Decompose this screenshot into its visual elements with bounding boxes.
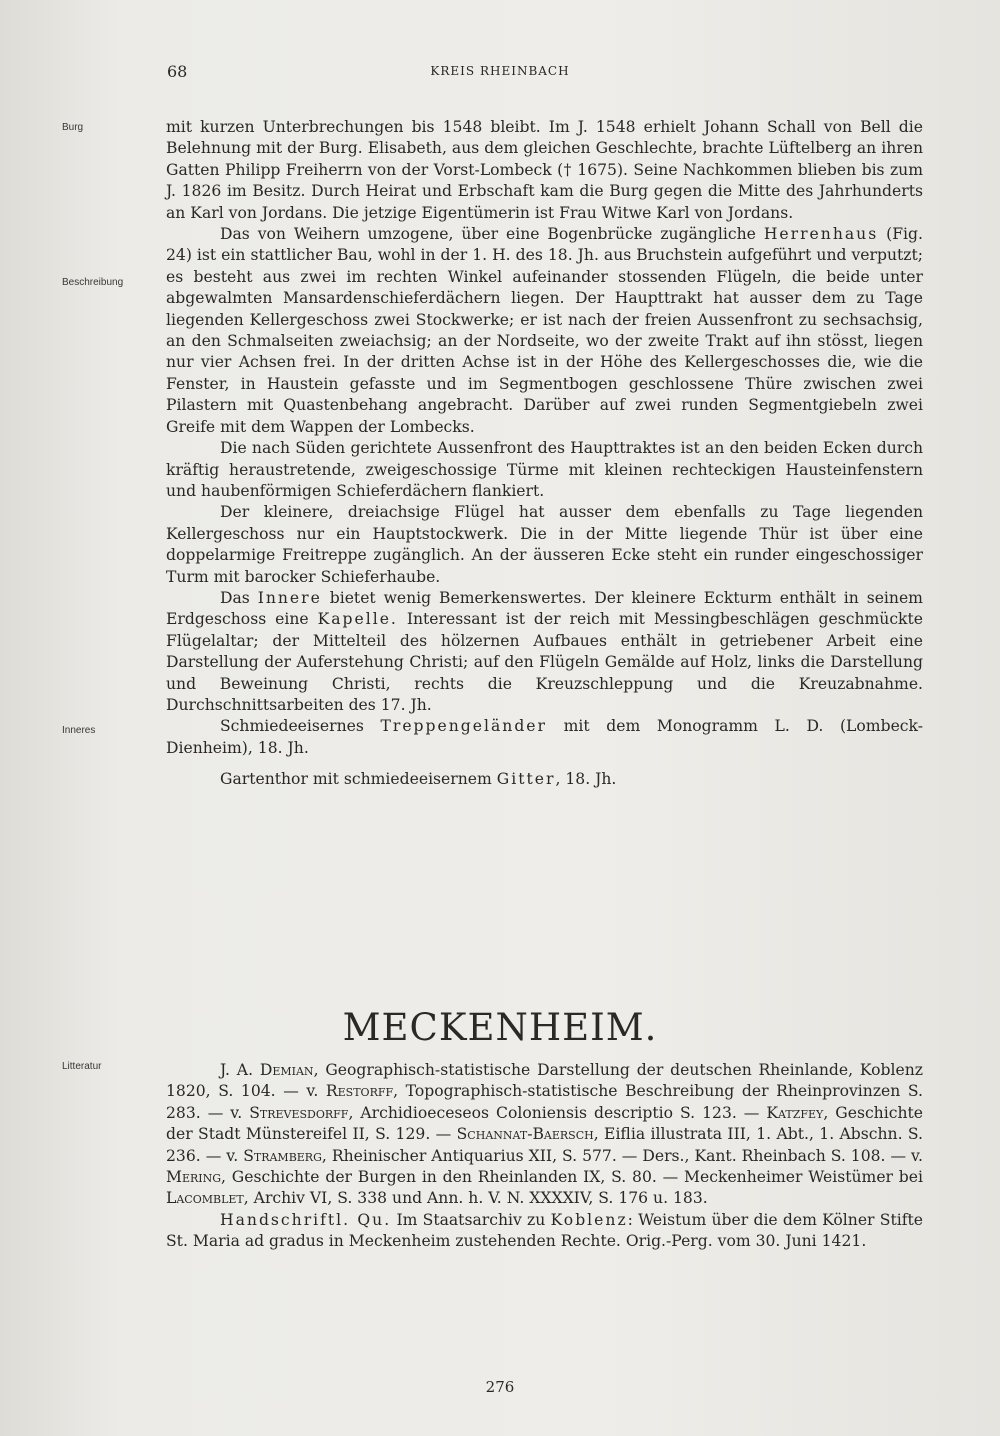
section-title: MECKENHEIM. [342,1006,658,1049]
paragraph-handschriftliche-quellen: Handschriftl. Qu. Im Staatsarchiv zu Koblenz: Weistum über die dem Kölner Stifte St. Maria ad gradus in Meckenheim zustehenden Rechte. Orig.-Perg. vom 30. Juni 1421. [166,1210,923,1251]
term-koblenz: Koblenz [550,1210,628,1229]
author-stramberg: Stramberg [243,1146,322,1165]
author-lacomblet: Lacomblet [166,1189,244,1208]
term-herrenhaus: Herrenhaus [763,225,879,244]
author-schannat-baersch: Schannat-Baersch [456,1125,594,1144]
paragraph-litteratur: J. A. Demian, Geographisch-statistische Darstellung der deutschen Rheinlande, Koblenz 1820, S. 104. — v. Restorff, Topographisch-statistische Beschreibung der Rheinprovinzen S. 283. — v. Strevesdorff, Archidioeceseos Coloniensis descriptio S. 123. — Katzfey, Geschichte der Stadt Münstereifel II, S. 129. — Schannat-Baersch, Eiflia illustrata III, 1. Abt., 1. Abschn. S. 236. — v. Stramberg, Rheinischer Antiquarius XII, S. 577. — Ders., Kant. Rheinbach S. 108. — v. Mering, Geschichte der Burgen in den Rheinlanden IX, S. 80. — Meckenheimer Weistümer bei Lacomblet, Archiv VI, S. 338 und Ann. h. V. N. XXXXIV, S. 176 u. 183. [166,1061,923,1208]
paragraph-inneres-1: Das Innere bietet wenig Bemerkenswertes. Der kleinere Eckturm enthält in seinem Erdgeschoss eine Kapelle. Interessant ist der reich mit Messingbeschlägen geschmückte Flügelaltar; der Mittelteil des hölzernen Aufbaues enthält in getriebener Arbeit eine Darstellung der Auferstehung Christi; auf den Flügeln Gemälde auf Holz, links die Darstellung und Beweinung Christi, rechts die Kreuzschleppung und die Kreuzabnahme. Durchschnittsarbeiten des 17. Jh. [166,588,923,714]
author-strevesdorff: Strevesdorff [249,1103,349,1122]
literature-block [166,1060,923,1253]
running-head: KREIS RHEINBACH [430,64,570,78]
author-mering: Mering [166,1168,222,1187]
margin-note-inneres: Inneres [62,725,96,736]
sheet-number: 276 [485,1378,515,1396]
author-demian: Demian [259,1061,314,1079]
paragraph-inneres-3: Gartenthor mit schmiedeeisernem Gitter, 18. Jh. [220,770,617,789]
term-treppengelaender: Treppengeländer [380,717,547,736]
margin-note-burg: Burg [62,122,84,133]
term-innere: Innere [257,588,322,607]
paragraph-inneres-2: Schmiedeeisernes Treppengeländer mit dem Monogramm L. D. (Lombeck-Dienheim), 18. Jh. [166,717,923,757]
author-restorff: Restorff [325,1082,394,1101]
term-kapelle: Kapelle. [317,610,398,629]
author-katzfey: Katzfey [766,1103,824,1122]
paragraph-beschreibung-2: Die nach Süden gerichtete Aussenfront des Haupttraktes ist an den beiden Ecken durch kräftig heraustretende, zweigeschossige Türme mit kleinen rechteckigen Hausteinfenstern und haubenförmigen Schieferdächern flankiert. [166,439,923,500]
term-handschriftliche-quellen: Handschriftl. Qu. [220,1210,392,1229]
paragraph-burg: mit kurzen Unterbrechungen bis 1548 bleibt. Im J. 1548 erhielt Johann Schall von Bell die Belehnung mit der Burg. Elisabeth, aus dem gleichen Geschlechte, brachte Lüftelberg an ihren Gatten Philipp Freiherrn von der Vorst-Lombeck († 1675). Seine Nachkommen blieben bis zum J. 1826 im Besitz. Durch Heirat und Erbschaft kam die Burg gegen die Mitte des Jahrhunderts an Karl von Jordans. Die jetzige Eigentümerin ist Frau Witwe Karl von Jordans. [166,118,923,222]
main-text [166,117,923,791]
margin-note-litteratur: Litteratur [62,1061,102,1072]
margin-note-beschreibung: Beschreibung [62,277,124,288]
page-number: 68 [167,62,188,81]
page-header [0,62,1000,86]
term-gitter: Gitter [496,770,556,789]
paragraph-beschreibung-3: Der kleinere, dreiachsige Flügel hat ausser dem ebenfalls zu Tage liegenden Kellergeschoss nur ein Hauptstockwerk. Die in der Mitte liegende Thür ist über eine doppelarmige Freitreppe zugänglich. An der äusseren Ecke steht ein runder eingeschossiger Turm mit barocker Schieferhaube. [166,503,923,586]
paragraph-beschreibung-1: Das von Weihern umzogene, über eine Bogenbrücke zugängliche Herrenhaus (Fig. 24) ist ein stattlicher Bau, wohl in der 1. H. des 18. Jh. aus Bruchstein aufgeführt und verputzt; es besteht aus zwei im rechten Winkel aufeinander stossenden Flügeln, die beide unter abgewalmten Mansardenschieferdächern liegen. Der Haupttrakt hat ausser dem zu Tage liegenden Kellergeschoss zwei Stockwerke; er ist nach der freien Aussenfront zu sechsachsig, an den Schmalseiten zweiachsig; an der Nordseite, wo der zweite Trakt auf ihn stösst, liegen nur vier Achsen frei. In der dritten Achse ist in der Höhe des Kellergeschosses die, wie die Fenster, in Haustein gefasste und im Segmentbogen geschlossene Thüre zwischen zwei Pilastern mit Quastenbehang angebracht. Darüber auf zwei runden Segmentgiebeln zwei Greife mit dem Wappen der Lombecks. [166,225,923,436]
